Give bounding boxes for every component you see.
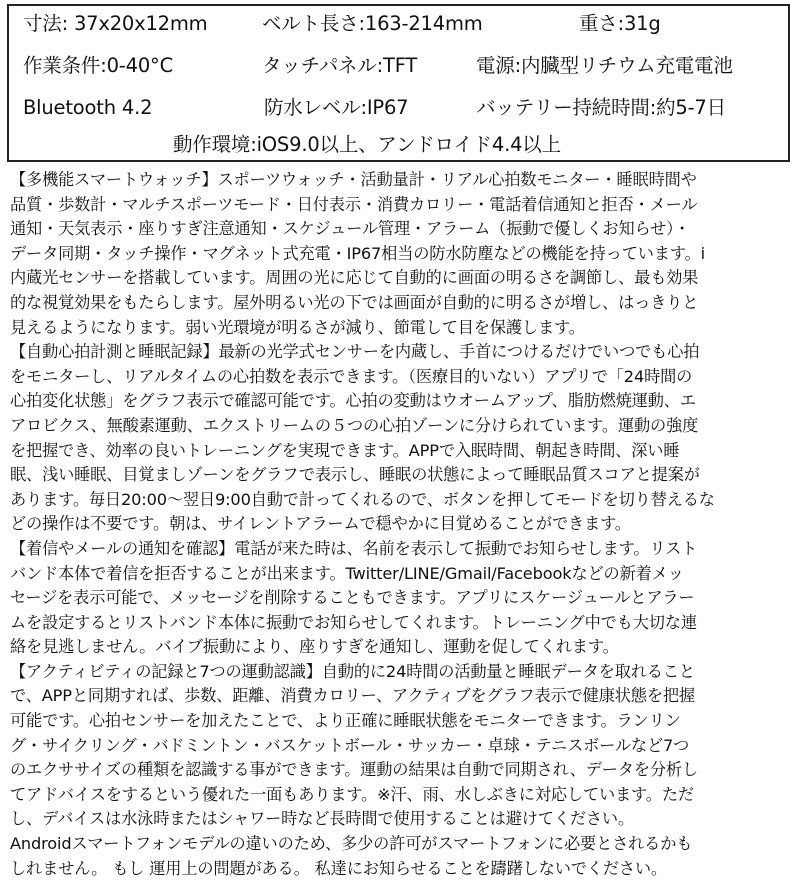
spec-touch-panel: タッチパネル:TFT bbox=[262, 54, 418, 77]
spec-power: 電源:内臓型リチウム充電電池 bbox=[476, 54, 733, 77]
spec-belt-length: ベルト長さ:163-214mm bbox=[262, 12, 483, 35]
description-line: 【自動心拍計測と睡眠記録】最新の光学式センサーを内蔵し、手首につけるだけでいつでも心拍 bbox=[10, 342, 700, 362]
description-line: 【着信やメールの通知を確認】電話が来た時は、名前を表示して振動でお知らせします。リスト bbox=[10, 538, 698, 558]
description-line: 内蔵光センサーを搭載しています。周囲の光に応じて自動的に画面の明るさを調節し、最も効果 bbox=[10, 268, 699, 288]
description-line: グ・サイクリング・バドミントン・バスケットボール・サッカー・卓球・テニスボールなど7つ bbox=[10, 735, 690, 755]
description-line: セージを表示可能で、メッセージを削除することもできます。アプリにスケージュールとアラー bbox=[10, 588, 695, 608]
spec-box bbox=[7, 4, 790, 162]
spec-waterproof: 防水レベル:IP67 bbox=[264, 96, 409, 119]
spec-size: 寸法: 37x20x12mm bbox=[23, 12, 208, 35]
description-line: 品質・歩数計・マルチスポーツモード・日付表示・消費カロリー・電話着信通知と拒否・メール bbox=[10, 194, 698, 214]
description-line: で、APPと同期すれば、歩数、距離、消費カロリー、アクティブをグラフ表示で健康状態を把握 bbox=[10, 686, 695, 706]
description-line: 的な視覚効果をもたらします。屋外明るい光の下では画面が自動的に明るさが増し、はっきりと bbox=[10, 292, 699, 312]
description-line: 見えるようになります。弱い光環境が明るさが減り、節電して目を保護します。 bbox=[10, 317, 585, 337]
description-line: Androidスマートフォンモデルの違いのため、多少の許可がスマートフォンに必要とされるかも bbox=[10, 834, 693, 854]
description-line: 【アクティビティの記録と7つの運動認識】自動的に24時間の活動量と睡眠データを取れること bbox=[10, 661, 695, 681]
description-line: をモニターし、リアルタイムの心拍数を表示できます。（医療目的いない）アプリで「24時間の bbox=[10, 366, 693, 386]
spec-operating-temp: 作業条件:0-40°C bbox=[23, 54, 173, 77]
description-line: あります。毎日20:00～翌日9:00自動で計ってくれるので、ボタンを押してモードを切り替えるな bbox=[10, 489, 715, 509]
description-line: し、デバイスは水泳時またはシャワー時など長時間で使用することは避けてください。 bbox=[10, 809, 635, 829]
description-line: 眠、浅い睡眠、目覚ましゾーンをグラフで表示し、睡眠の状態によって睡眠品質スコアと提案が bbox=[10, 465, 700, 485]
description-line: ムを設定するとリストバンド本体に振動でお知らせしてくれます。トレーニング中でも大切な連 bbox=[10, 612, 697, 632]
description-line: 通知・天気表示・座りすぎ注意通知・スケジュール管理・アラーム（振動で優しくお知らせ）・ bbox=[10, 219, 691, 239]
spec-environment: 動作環境:iOS9.0以上、アンドロイド4.4以上 bbox=[173, 133, 561, 156]
description-line: データ同期・タッチ操作・マグネット式充電・IP67相当の防水防塵などの機能を持っています。i bbox=[10, 243, 705, 263]
description-line: 可能です。心拍センサーを加えたことで、より正確に睡眠状態をモニターできます。ランリン bbox=[10, 711, 681, 731]
spec-weight: 重さ:31g bbox=[579, 12, 661, 35]
description-line: てアドバイスをするという優れた一面もあります。※汗、雨、水しぶきに対応しています。ただ bbox=[10, 784, 694, 804]
description-line: を把握でき、効率の良いトレーニングを実現できます。APPで入眠時間、朝起き時間、深い睡 bbox=[10, 440, 680, 460]
description-line: アロビクス、無酸素運動、エクストリームの５つの心拍ゾーンに分けられています。運動の強度 bbox=[10, 415, 699, 435]
description-line: しれません。 もし 運用上の問題がある。 私達にお知らせることを躊躇しないでください。 bbox=[10, 858, 667, 878]
description-line: どの操作は不要です。朝は、サイレントアラームで穏やかに目覚めることができます。 bbox=[10, 514, 631, 534]
description-line: バンド本体で着信を拒否することが出来ます。Twitter/LINE/Gmail/Facebookなどの新着メッ bbox=[10, 563, 684, 583]
description-line: 心拍変化状態」をグラフ表示で確認可能です。心拍の変動はウオームアップ、脂肪燃焼運動、エ bbox=[10, 391, 696, 411]
description-line: 【多機能スマートウォッチ】スポーツウォッチ・活動量計・リアル心拍数モニター・睡眠時間や bbox=[10, 170, 697, 189]
description bbox=[10, 168, 792, 881]
spec-battery: バッテリー持続時間:約5-7日 bbox=[476, 96, 726, 119]
spec-bluetooth: Bluetooth 4.2 bbox=[23, 96, 153, 119]
description-line: 絡を見逃しません。バイブ振動により、座りすぎを通知し、運動を促してくれます。 bbox=[10, 637, 619, 657]
description-line: のエクササイズの種類を認識する事ができます。運動の結果は自動で同期され、データを分析し bbox=[10, 760, 698, 780]
